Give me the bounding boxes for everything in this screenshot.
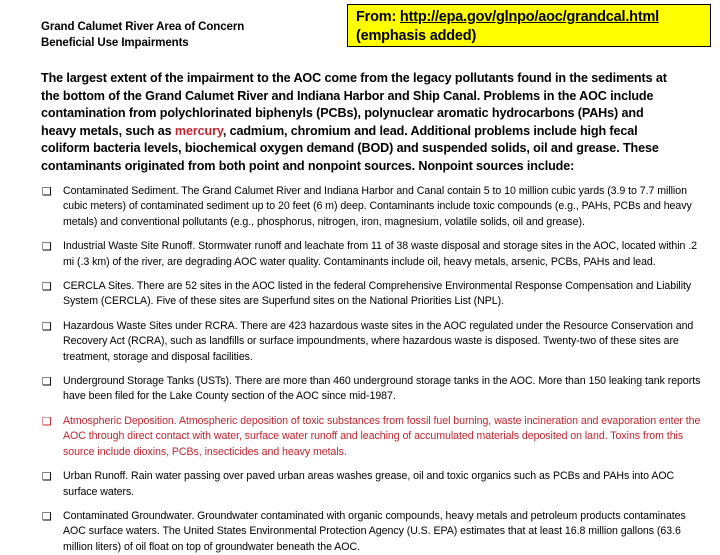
source-emphasis-note: (emphasis added) bbox=[356, 28, 477, 44]
intro-paragraph bbox=[41, 70, 680, 176]
list-item bbox=[41, 184, 701, 230]
source-line-url bbox=[356, 8, 704, 27]
open-square-bullet-icon: ❑ bbox=[42, 470, 52, 484]
list-item-text: Urban Runoff. Rain water passing over paved urban areas washes grease, oil and toxic organics such as PCBs and PAHs into AOC surface waters. bbox=[63, 470, 675, 498]
mercury-highlight: mercury bbox=[174, 123, 223, 138]
list-item-text: Industrial Waste Site Runoff. Stormwater runoff and leachate from 11 of 38 waste disposal and storage sites in the AOC, located within .2 mi (.3 km) of the river, are degrading AOC water quality. Contaminants include oil, heavy metals, arsenic, PCBs, PAHs and lead. bbox=[63, 240, 698, 268]
open-square-bullet-icon: ❑ bbox=[42, 375, 52, 389]
list-item bbox=[41, 374, 701, 405]
source-prefix-label: From: bbox=[356, 9, 400, 25]
open-square-bullet-icon: ❑ bbox=[42, 319, 52, 333]
intro-paragraph-part-1: The largest extent of the impairment to the AOC come from the legacy pollutants found in the sediments at the bottom of the Grand Calumet River and Indiana Harbor and Ship Canal. Problems in the AOC include contamination from polychlorinated biphenyls (PCBs), polynuclear aromatic hydrocarbons (PAHs) and heavy metals, such as bbox=[41, 71, 667, 138]
list-item-text: Contaminated Groundwater. Groundwater contaminated with organic compounds, heavy metals and petroleum products contaminates AOC surface waters. The United States Environmental Protection Agency (U.S. EPA) estimates that at least 16.8 million gallons (63.6 million liters) of oil float on top of groundwater beneath the AOC. bbox=[63, 509, 686, 553]
intro-paragraph-part-2: , cadmium, chromium and lead. Additional problems include high fecal coliform bacteria levels, biochemical oxygen demand (BOD) and suspended solids, oil and grease. These contaminants originated from both point and nonpoint sources. Nonpoint sources include: bbox=[41, 123, 659, 173]
slide-header bbox=[0, 0, 720, 62]
nonpoint-sources-list bbox=[41, 184, 701, 555]
open-square-bullet-icon: ❑ bbox=[42, 240, 52, 254]
page-title bbox=[41, 19, 331, 51]
page-title-line-2: Beneficial Use Impairments bbox=[41, 37, 189, 49]
source-url-link[interactable]: http://epa.gov/glnpo/aoc/grandcal.html bbox=[399, 9, 659, 25]
open-square-bullet-icon: ❑ bbox=[42, 185, 52, 198]
list-item-text: Hazardous Waste Sites under RCRA. There are 423 hazardous waste sites in the AOC regulated under the Resource Conservation and Recovery Act (RCRA), such as landfills or surface impoundments, where hazardous waste is disposed. Twenty-two of these sites are treatment, storage and disposal facilities. bbox=[63, 319, 694, 363]
open-square-bullet-icon: ❑ bbox=[42, 280, 52, 294]
source-callout-box bbox=[347, 4, 711, 47]
list-item-text: Underground Storage Tanks (USTs). There are more than 460 underground storage tanks in the AOC. More than 150 leaking tank reports have been filed for the Lake County section of the AOC since mid-1987. bbox=[63, 375, 701, 403]
list-item bbox=[41, 279, 701, 310]
list-item-text: Atmospheric Deposition. Atmospheric deposition of toxic substances from fossil fuel burning, waste incineration and evaporation enter the AOC through direct contact with water, surface water runoff and leaching of accumulated materials deposited on land. Toxins from this source include dioxins, PCBs, insecticides and heavy metals. bbox=[63, 414, 701, 458]
list-item bbox=[41, 414, 701, 460]
open-square-bullet-icon: ❑ bbox=[42, 414, 52, 428]
list-item bbox=[41, 239, 701, 270]
open-square-bullet-icon: ❑ bbox=[42, 509, 52, 523]
list-item-text: Contaminated Sediment. The Grand Calumet River and Indiana Harbor and Canal contain 5 to 10 million cubic yards (3.9 to 7.7 million cubic meters) of contaminated sediment up to 20 feet (6 m) deep. Contaminants include toxic compounds (e.g., PAHs, PCBs and heavy metals) and conventional pollutants (e.g., phosphorus, nitrogen, iron, magnesium, volatile solids, oil and grease). bbox=[63, 185, 692, 228]
list-item bbox=[41, 509, 701, 555]
list-item bbox=[41, 469, 701, 500]
list-item bbox=[41, 319, 701, 365]
page-title-line-1: Grand Calumet River Area of Concern bbox=[41, 21, 245, 33]
list-item-text: CERCLA Sites. There are 52 sites in the AOC listed in the federal Comprehensive Environmental Response Compensation and Liability System (CERCLA). Five of these sites are Superfund sites on the National Priorities List (NPL). bbox=[63, 280, 692, 308]
